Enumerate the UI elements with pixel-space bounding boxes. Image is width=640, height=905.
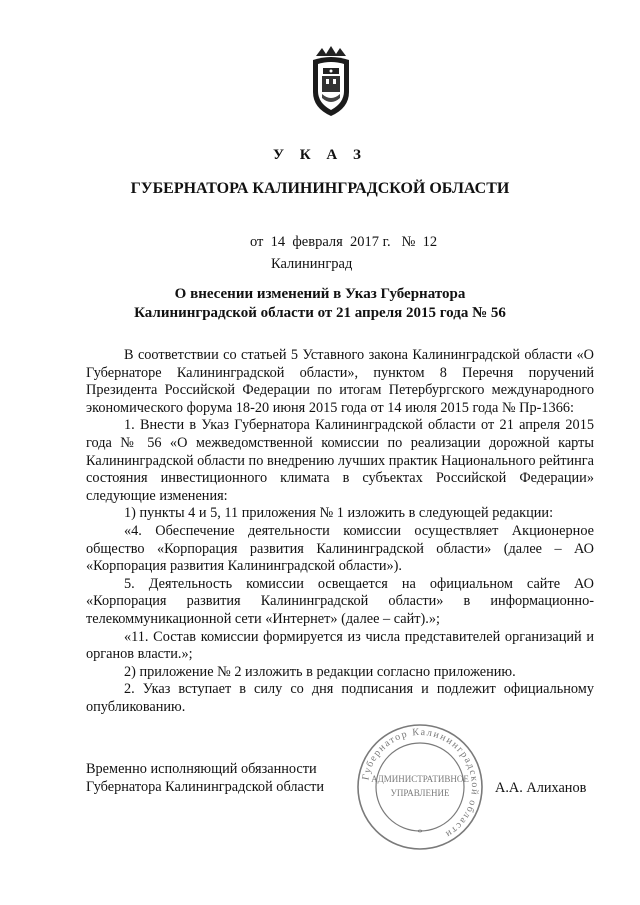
body-paragraph: «11. Состав комиссии формируется из числа представителей организаций и органов власти.»;: [86, 628, 594, 663]
stamp-star: *: [417, 828, 423, 839]
issuer-title: ГУБЕРНАТОРА КАЛИНИНГРАДСКОЙ ОБЛАСТИ: [130, 180, 510, 197]
date-number-line: от 14 февраля 2017 г. № 12: [250, 234, 438, 250]
stamp-center-line-2: УПРАВЛЕНИЕ: [390, 788, 450, 798]
coat-of-arms-icon: [308, 46, 354, 118]
body-paragraph: В соответствии со статьей 5 Уставного закона Калининградской области «О Губернаторе Калининградской области», пунктом 8 Перечня поручений Президента Российской Федерации по итогам Петербургского международного экономического форума 18-20 июня 2015 года от 14 июля 2015 года № Пр-1366:: [86, 347, 594, 416]
body-paragraph: «4. Обеспечение деятельности комиссии осуществляет Акционерное общество «Корпорация развития Калининградской области» (далее – АО «Корпорация развития Калининградской области»).: [86, 522, 594, 575]
signatory-name: А.А. Алиханов: [495, 780, 587, 796]
body-paragraph: 1) пункты 4 и 5, 11 приложения № 1 изложить в следующей редакции:: [124, 505, 554, 522]
position-line-2: Губернатора Калининградской области: [86, 778, 325, 795]
official-stamp: [355, 722, 485, 852]
body-paragraph: 5. Деятельность комиссии освещается на официальном сайте АО «Корпорация развития Калининградской области» в информационно-телекоммуникационной сети «Интернет» (далее – сайт).»;: [86, 575, 594, 627]
stamp-center-line-1: АДМИНИСТРАТИВНОЕ: [371, 774, 469, 784]
body-paragraph: 1. Внести в Указ Губернатора Калининградской области от 21 апреля 2015 года № 56 «О межведомственной комиссии по реализации дорожной карты Калининградской области по внедрению лучших практик Национального рейтинга состояния инвестиционного климата в субъектах Российской Федерации» следующие изменения:: [86, 417, 594, 504]
signatory-position: [86, 761, 324, 796]
body-paragraph: 2) приложение № 2 изложить в редакции согласно приложению.: [124, 663, 516, 680]
decree-subject: [0, 285, 640, 323]
decree-body: [86, 347, 594, 716]
stamp-ring-text: Губернатор Калининградской области: [360, 726, 481, 841]
city: Калининград: [271, 256, 353, 272]
body-paragraph: 2. Указ вступает в силу со дня подписания и подлежит официальному опубликованию.: [86, 681, 594, 715]
subject-line-2: Калининградской области от 21 апреля 2015 года № 56: [134, 305, 506, 321]
document-type-title: У К А З: [273, 147, 367, 163]
subject-line-1: О внесении изменений в Указ Губернатора: [174, 286, 466, 302]
position-line-1: Временно исполняющий обязанности: [86, 761, 317, 777]
